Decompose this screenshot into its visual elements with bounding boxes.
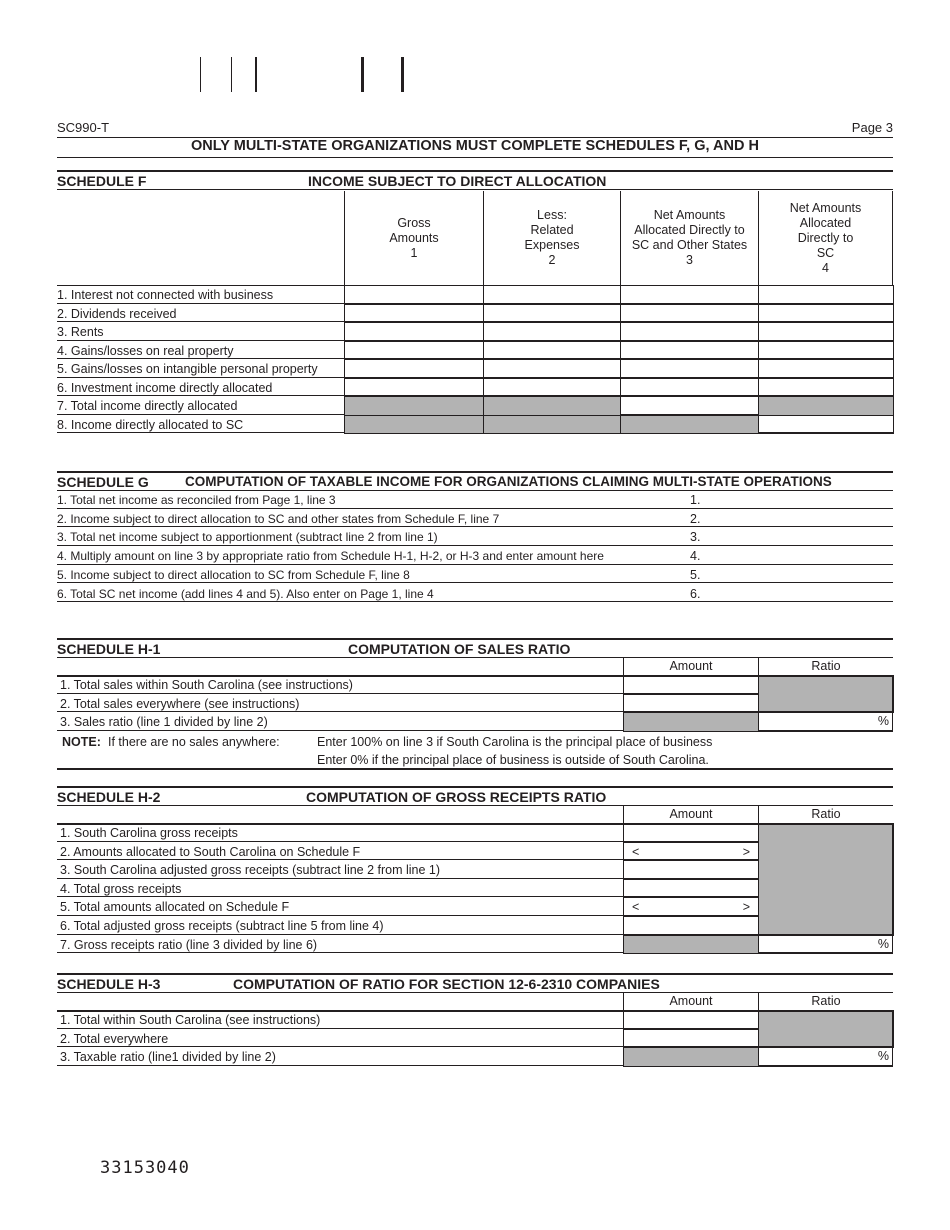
line-number: 4.	[690, 549, 701, 564]
divider	[57, 189, 893, 190]
section-rule	[57, 786, 893, 788]
row-label: 6. Investment income directly allocated	[57, 380, 273, 395]
ratio-header: Ratio	[758, 657, 893, 675]
schedule-title: COMPUTATION OF SALES RATIO	[348, 641, 571, 657]
column-header-line: Less:	[537, 208, 567, 222]
amount-field-col3[interactable]	[620, 341, 759, 361]
amount-field-col4[interactable]	[758, 341, 894, 361]
column-header-line: Related	[530, 223, 574, 237]
row-label: 5. Gains/losses on intangible personal property	[57, 362, 318, 376]
bracket-open: <	[632, 844, 640, 859]
multistate-notice: ONLY MULTI-STATE ORGANIZATIONS MUST COMPLETE SCHEDULES F, G, AND H	[191, 138, 759, 154]
amount-field[interactable]	[707, 584, 893, 602]
schedule-name: SCHEDULE F	[57, 173, 147, 189]
amount-field-col2	[483, 396, 621, 416]
column-header-line: Net Amounts	[653, 208, 726, 222]
amount-field-col1[interactable]	[344, 304, 484, 324]
amount-field-col3[interactable]	[620, 322, 759, 342]
ratio-field[interactable]	[758, 935, 893, 955]
barcode-bar	[255, 57, 257, 92]
note-line: Enter 100% on line 3 if South Carolina is the principal place of business	[317, 734, 713, 749]
schedule-title: COMPUTATION OF RATIO FOR SECTION 12-6-2310 COMPANIES	[233, 976, 660, 992]
table-row	[57, 527, 893, 546]
row-label: 7. Total income directly allocated	[57, 399, 238, 413]
line-number: 6.	[690, 586, 701, 601]
amount-field	[623, 712, 759, 732]
schedule-title: COMPUTATION OF TAXABLE INCOME FOR ORGANIZATIONS CLAIMING MULTI-STATE OPERATIONS	[185, 474, 832, 489]
ratio-shaded-area	[758, 675, 894, 713]
amount-field	[623, 935, 759, 955]
divider	[57, 157, 893, 158]
schedule-title: COMPUTATION OF GROSS RECEIPTS RATIO	[306, 789, 607, 805]
column-header-line: 3	[686, 253, 693, 267]
amount-field-col4[interactable]	[758, 415, 894, 435]
schedule-name: SCHEDULE H-1	[57, 641, 161, 657]
row-label: 3. Taxable ratio (line1 divided by line 2)	[60, 1050, 276, 1065]
amount-field-col4	[758, 396, 894, 416]
amount-field-col2[interactable]	[483, 285, 621, 305]
amount-field-col1	[344, 396, 484, 416]
section-rule	[57, 170, 893, 172]
schedule-name: SCHEDULE H-2	[57, 789, 161, 805]
amount-field-col2[interactable]	[483, 341, 621, 361]
row-label: 2. Dividends received	[57, 306, 177, 321]
amount-field-col4[interactable]	[758, 285, 894, 305]
column-header-1	[344, 191, 483, 285]
amount-field[interactable]	[623, 897, 759, 917]
amount-field-col1[interactable]	[344, 359, 484, 379]
divider	[57, 768, 893, 770]
amount-field[interactable]	[707, 565, 893, 583]
percent-sign: %	[877, 1049, 889, 1064]
table-row	[57, 565, 893, 584]
amount-field-col1[interactable]	[344, 285, 484, 305]
amount-field-col3[interactable]	[620, 359, 759, 379]
barcode-bar	[401, 57, 404, 92]
table-row	[57, 584, 893, 603]
schedule-title: INCOME SUBJECT TO DIRECT ALLOCATION	[308, 173, 607, 189]
barcode-bar	[361, 57, 364, 92]
column-header-line: Amounts	[389, 230, 439, 245]
ratio-header: Ratio	[758, 992, 893, 1010]
column-header-2	[483, 191, 620, 285]
amount-field[interactable]	[623, 842, 759, 862]
column-header-line: Allocated	[799, 215, 852, 230]
column-header-line: SC and Other States	[631, 238, 748, 252]
row-label: 6. Total adjusted gross receipts (subtract line 5 from line 4)	[60, 919, 384, 933]
note-line: Enter 0% if the principal place of business is outside of South Carolina.	[317, 752, 709, 767]
percent-sign: %	[877, 936, 889, 951]
amount-field-col4[interactable]	[758, 322, 894, 342]
amount-field-col3[interactable]	[620, 285, 759, 305]
ratio-field[interactable]	[758, 1047, 893, 1067]
column-header-line: 2	[548, 253, 556, 267]
amount-field[interactable]	[623, 694, 759, 714]
row-label: 5. Income subject to direct allocation to SC from Schedule F, line 8	[57, 567, 410, 582]
ratio-field[interactable]	[758, 712, 893, 732]
column-header-4	[758, 191, 893, 285]
column-header-line: Net Amounts	[789, 200, 862, 215]
row-label: 2. Amounts allocated to South Carolina on Schedule F	[60, 844, 361, 859]
amount-field-col1	[344, 415, 484, 435]
line-number: 2.	[690, 511, 701, 526]
column-header-line: Allocated Directly to	[634, 223, 745, 237]
ratio-header: Ratio	[758, 805, 893, 823]
row-label: 2. Income subject to direct allocation to SC and other states from Schedule F, line 7	[57, 511, 500, 526]
amount-field[interactable]	[623, 879, 759, 899]
amount-field-col1[interactable]	[344, 322, 484, 342]
amount-field-col3[interactable]	[620, 396, 759, 416]
amount-field[interactable]	[707, 490, 893, 508]
form-id: SC990-T	[57, 120, 110, 135]
amount-field-col2[interactable]	[483, 378, 621, 398]
schedule-name: SCHEDULE H-3	[57, 976, 161, 992]
row-label: 3. Sales ratio (line 1 divided by line 2)	[60, 715, 268, 730]
amount-field[interactable]	[623, 675, 759, 695]
row-label: 4. Gains/losses on real property	[57, 343, 234, 358]
row-label: 3. Rents	[57, 325, 104, 339]
column-header-line: Directly to	[797, 230, 854, 245]
table-row	[57, 546, 893, 565]
amount-header: Amount	[623, 992, 758, 1010]
amount-field[interactable]	[623, 916, 759, 936]
amount-field-col4[interactable]	[758, 359, 894, 379]
amount-field-col4[interactable]	[758, 304, 894, 324]
percent-sign: %	[877, 714, 889, 729]
amount-field-col1[interactable]	[344, 378, 484, 398]
amount-header: Amount	[623, 657, 758, 675]
amount-field-col3	[620, 415, 759, 435]
amount-field[interactable]	[707, 509, 893, 527]
amount-field-col2[interactable]	[483, 359, 621, 379]
amount-header: Amount	[623, 805, 758, 823]
row-label: 8. Income directly allocated to SC	[57, 417, 244, 432]
row-label: 6. Total SC net income (add lines 4 and 5). Also enter on Page 1, line 4	[57, 586, 434, 601]
row-label: 2. Total everywhere	[60, 1031, 169, 1046]
amount-field[interactable]	[623, 823, 759, 843]
section-rule	[57, 471, 893, 473]
barcode-bar	[231, 57, 232, 92]
column-header-line: 1	[410, 245, 418, 260]
row-label: 3. Total net income subject to apportionment (subtract line 2 from line 1)	[57, 530, 438, 545]
column-header-line: Expenses	[524, 238, 580, 252]
bracket-open: <	[632, 900, 640, 915]
line-number: 1.	[690, 493, 701, 507]
row-label: 2. Total sales everywhere (see instructions)	[60, 696, 300, 711]
row-label: 1. South Carolina gross receipts	[60, 826, 238, 840]
row-label: 4. Multiply amount on line 3 by appropriate ratio from Schedule H-1, H-2, or H-3 and enter amount here	[57, 549, 604, 564]
form-code: 33153040	[100, 1158, 190, 1178]
schedule-name: SCHEDULE G	[57, 474, 149, 490]
row-label: 3. South Carolina adjusted gross receipts (subtract line 2 from line 1)	[60, 863, 441, 878]
row-label: 1. Total sales within South Carolina (see instructions)	[60, 678, 353, 692]
column-header-line: Gross	[397, 215, 431, 230]
table-row	[57, 509, 893, 528]
amount-field-col4[interactable]	[758, 378, 894, 398]
row-label: 1. Total within South Carolina (see instructions)	[60, 1013, 321, 1027]
bracket-close: >	[742, 900, 750, 915]
bracket-close: >	[742, 844, 750, 859]
amount-field-col3[interactable]	[620, 304, 759, 324]
amount-field-col3[interactable]	[620, 378, 759, 398]
ratio-shaded-area	[758, 1010, 894, 1048]
row-label: 4. Total gross receipts	[60, 881, 182, 896]
column-header-line: 4	[822, 260, 829, 275]
row-label: 5. Total amounts allocated on Schedule F	[60, 900, 290, 915]
amount-field-col2[interactable]	[483, 304, 621, 324]
line-number: 5.	[690, 567, 701, 582]
amount-field[interactable]	[707, 527, 893, 545]
amount-field-col2[interactable]	[483, 322, 621, 342]
amount-field	[623, 1047, 759, 1067]
section-rule	[57, 638, 893, 640]
note-label: NOTE:	[62, 734, 101, 749]
column-header-3	[620, 191, 758, 285]
row-label: 1. Total net income as reconciled from Page 1, line 3	[57, 493, 336, 507]
amount-field-col2	[483, 415, 621, 435]
row-label: 7. Gross receipts ratio (line 3 divided by line 6)	[60, 937, 318, 952]
amount-field[interactable]	[623, 1010, 759, 1030]
note-text: If there are no sales anywhere:	[108, 734, 280, 749]
line-number: 3.	[690, 530, 701, 545]
barcode	[200, 57, 472, 92]
amount-field-col1[interactable]	[344, 341, 484, 361]
amount-field[interactable]	[623, 1029, 759, 1049]
barcode-bar	[200, 57, 201, 92]
page-number: Page 3	[851, 120, 893, 135]
table-row	[57, 490, 893, 509]
column-header-line: SC	[816, 245, 835, 260]
ratio-shaded-area	[758, 823, 894, 936]
amount-field[interactable]	[623, 860, 759, 880]
section-rule	[57, 973, 893, 975]
row-label: 1. Interest not connected with business	[57, 288, 274, 302]
amount-field[interactable]	[707, 546, 893, 564]
